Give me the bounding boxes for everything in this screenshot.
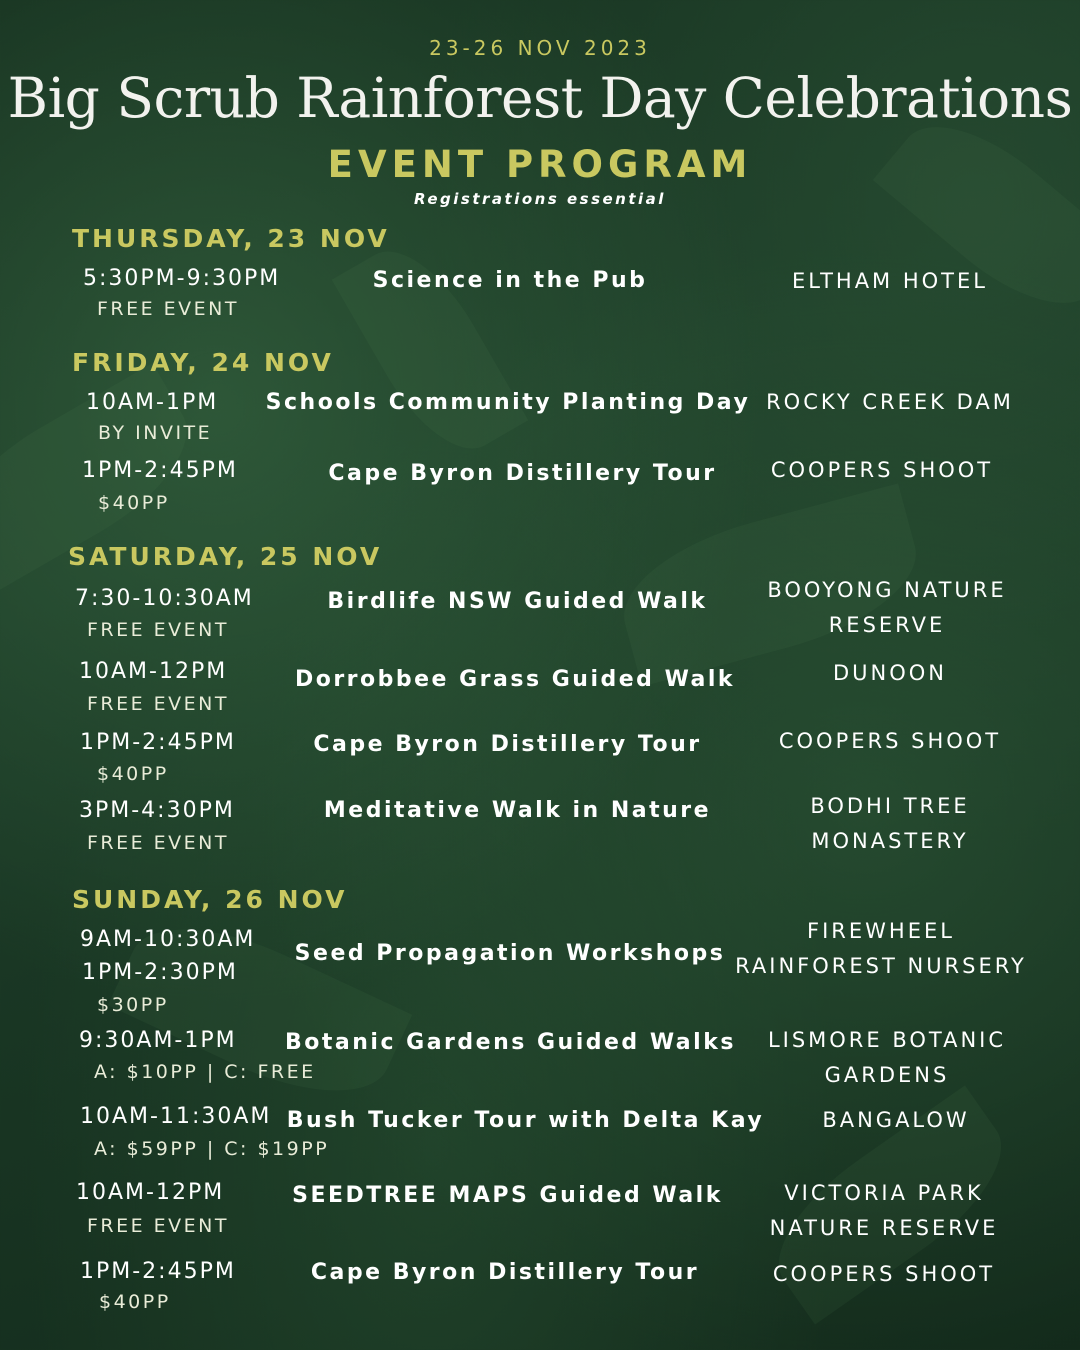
event-location: [740, 724, 1040, 759]
background-foliage: [332, 230, 529, 471]
event-price: FREE EVENT: [87, 832, 230, 854]
event-price: BY INVITE: [98, 422, 213, 444]
event-location: [737, 1023, 1037, 1093]
event-price: $40PP: [97, 763, 169, 785]
location-line: BODHI TREE: [810, 794, 970, 818]
event-price: $30PP: [97, 994, 169, 1016]
event-name: Dorrobbee Grass Guided Walk: [294, 667, 736, 692]
event-location: [740, 656, 1040, 691]
event-time: 10AM-12PM: [79, 659, 228, 684]
event-price: A: $59PP | C: $19PP: [94, 1138, 330, 1160]
registration-note: Registrations essential: [414, 190, 666, 208]
event-location: [746, 1103, 1046, 1138]
location-line: LISMORE BOTANIC: [767, 1028, 1007, 1052]
location-line: FIREWHEEL: [807, 919, 955, 943]
location-line: VICTORIA PARK: [784, 1181, 984, 1205]
event-name: Cape Byron Distillery Tour: [310, 1260, 700, 1285]
event-location: [734, 1257, 1034, 1292]
location-line: COOPERS SHOOT: [770, 458, 994, 482]
location-line: GARDENS: [824, 1063, 950, 1087]
event-time: 10AM-1PM: [86, 390, 219, 415]
event-name: SEEDTREE MAPS Guided Walk: [292, 1183, 723, 1208]
event-time: 9AM-10:30AM: [80, 927, 256, 952]
event-location: [737, 573, 1037, 643]
event-location: [732, 453, 1032, 488]
location-line: BANGALOW: [822, 1108, 970, 1132]
day-heading: FRIDAY, 24 NOV: [72, 348, 334, 377]
event-location: [734, 1176, 1034, 1246]
location-line: ELTHAM HOTEL: [792, 269, 988, 293]
event-price: A: $10PP | C: FREE: [94, 1061, 316, 1083]
event-time: 1PM-2:30PM: [82, 960, 238, 985]
event-price: FREE EVENT: [97, 298, 240, 320]
location-line: RESERVE: [828, 613, 946, 637]
event-price: $40PP: [99, 1291, 171, 1313]
event-name: Botanic Gardens Guided Walks: [285, 1030, 736, 1055]
location-line: MONASTERY: [811, 829, 969, 853]
location-line: NATURE RESERVE: [769, 1216, 999, 1240]
event-name: Seed Propagation Workshops: [294, 941, 726, 966]
event-time: 3PM-4:30PM: [79, 798, 235, 823]
event-location: [740, 789, 1040, 859]
event-time: 9:30AM-1PM: [79, 1028, 237, 1053]
location-line: COOPERS SHOOT: [778, 729, 1002, 753]
event-name: Meditative Walk in Nature: [323, 798, 712, 823]
event-price: $40PP: [98, 492, 170, 514]
event-name: Science in the Pub: [372, 268, 648, 293]
location-line: RAINFOREST NURSERY: [735, 954, 1027, 978]
event-time: 5:30PM-9:30PM: [83, 266, 281, 291]
location-line: DUNOON: [832, 661, 948, 685]
event-location: [740, 385, 1040, 420]
location-line: ROCKY CREEK DAM: [766, 390, 1014, 414]
event-name: Schools Community Planting Day: [265, 390, 751, 415]
event-dates: 23-26 NOV 2023: [429, 36, 651, 60]
event-name: Birdlife NSW Guided Walk: [327, 589, 708, 614]
day-heading: SUNDAY, 26 NOV: [72, 885, 348, 914]
event-price: FREE EVENT: [87, 1215, 230, 1237]
event-location: [731, 914, 1031, 984]
event-location: [740, 264, 1040, 299]
event-name: Cape Byron Distillery Tour: [328, 461, 717, 486]
event-name: Bush Tucker Tour with Delta Kay: [286, 1108, 765, 1133]
event-time: 10AM-11:30AM: [80, 1104, 272, 1129]
event-time: 7:30-10:30AM: [75, 586, 254, 611]
program-heading: EVENT PROGRAM: [327, 143, 753, 186]
event-time: 1PM-2:45PM: [80, 730, 236, 755]
page-title: Big Scrub Rainforest Day Celebrations: [7, 66, 1073, 130]
location-line: BOOYONG NATURE: [767, 578, 1007, 602]
event-price: FREE EVENT: [87, 619, 230, 641]
location-line: COOPERS SHOOT: [772, 1262, 996, 1286]
event-time: 10AM-12PM: [76, 1180, 225, 1205]
day-heading: THURSDAY, 23 NOV: [72, 224, 390, 253]
event-name: Cape Byron Distillery Tour: [313, 732, 702, 757]
event-time: 1PM-2:45PM: [80, 1259, 236, 1284]
event-time: 1PM-2:45PM: [82, 458, 238, 483]
day-heading: SATURDAY, 25 NOV: [68, 542, 383, 571]
event-price: FREE EVENT: [87, 693, 230, 715]
